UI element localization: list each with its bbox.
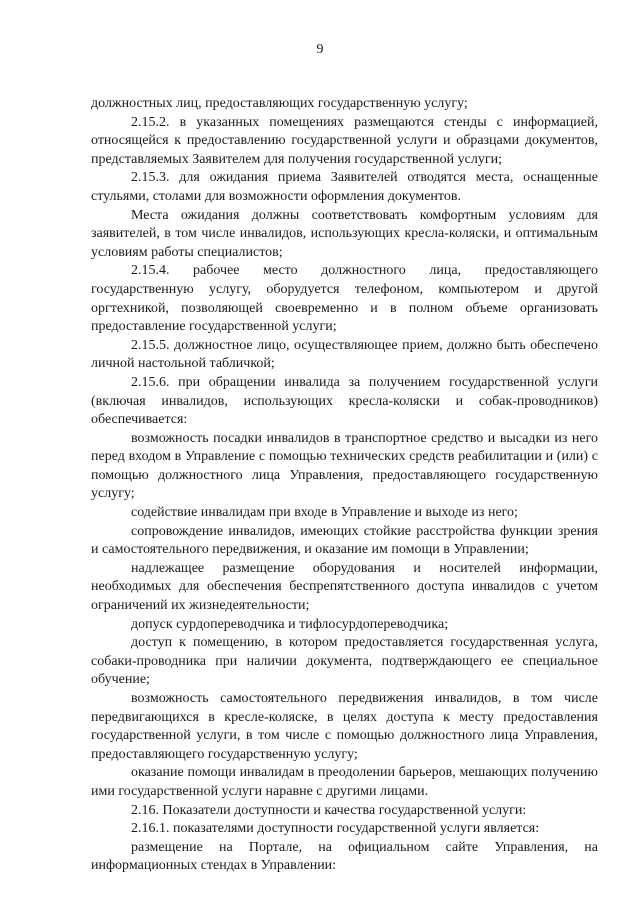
list-item-equipment-placement: надлежащее размещение оборудования и носителей информации, необходимых для обеспечения беспрепятственного доступа инвалидов с учетом ограничений их жизнедеятельности; [91, 560, 598, 614]
page-number: 9 [316, 42, 324, 57]
list-item-independent-movement: возможность самостоятельного передвижения инвалидов, в том числе передвигающихся в кресле-коляске, в целях доступа к месту предоставления государственной услуги, в том числе с помощью должностного лица Управления, предоставляющего государственную услугу; [91, 691, 598, 762]
paragraph-2-15-5: 2.15.5. должностное лицо, осуществляющее прием, должно быть обеспечено личной настольной табличкой; [91, 337, 598, 372]
list-item-interpreter-admission: допуск сурдопереводчика и тифлосурдопереводчика; [131, 616, 449, 632]
paragraph-2-15-2: 2.15.2. в указанных помещениях размещаются стенды с информацией, относящейся к предоставлению государственной услуги и образцами документов, представляемых Заявителем для получения государственной услуги; [91, 114, 598, 167]
paragraph-2-16-1: 2.16.1. показателями доступности государственной услуги является: [131, 821, 540, 837]
list-item-boarding: возможность посадки инвалидов в транспортное средство и высадки из него перед входом в Управление с помощью технических средств реабилитации и (или) с помощью должностного лица Управления, предоставляющего государственную услугу; [91, 430, 598, 502]
paragraph-2-15-6: 2.15.6. при обращении инвалида за получением государственной услуги (включая инвалидов, использующих кресла-коляски и собак-проводников) обеспечивается: [91, 374, 598, 428]
list-item-entry-assistance: содействие инвалидам при входе в Управление и выходе из него; [131, 505, 518, 521]
paragraph-2-16: 2.16. Показатели доступности и качества государственной услуги: [131, 802, 527, 818]
paragraph-waiting-places: Места ожидания должны соответствовать комфортным условиям для заявителей, в том числе инвалидов, использующих кресла-коляски, и оптимальным условиям работы специалистов; [91, 207, 598, 260]
list-item-escort: сопровождение инвалидов, имеющих стойкие расстройства функции зрения и самостоятельного передвижения, и оказание им помощи в Управлении; [91, 523, 598, 558]
document-body [91, 95, 598, 876]
list-item-portal-placement: размещение на Портале, на официальном сайте Управления, на информационных стендах в Управлении: [91, 839, 598, 874]
paragraph-continuation: должностных лиц, предоставляющих государственную услугу; [91, 96, 468, 111]
paragraph-2-15-3: 2.15.3. для ожидания приема Заявителей отводятся места, оснащенные стульями, столами для возможности оформления документов. [91, 170, 598, 204]
paragraph-2-15-4: 2.15.4. рабочее место должностного лица, предоставляющего государственную услугу, оборудуется телефоном, компьютером и другой оргтехникой, позволяющей своевременно и в полном объеме организовать предоставление государственной услуги; [91, 263, 598, 335]
list-item-barrier-help: оказание помощи инвалидам в преодолении барьеров, мешающих получению ими государственной услуги наравне с другими лицами. [91, 765, 598, 799]
list-item-guide-dog: доступ к помещению, в котором предоставляется государственная услуга, собаки-проводника при наличии документа, подтверждающего ее специальное обучение; [91, 635, 598, 688]
